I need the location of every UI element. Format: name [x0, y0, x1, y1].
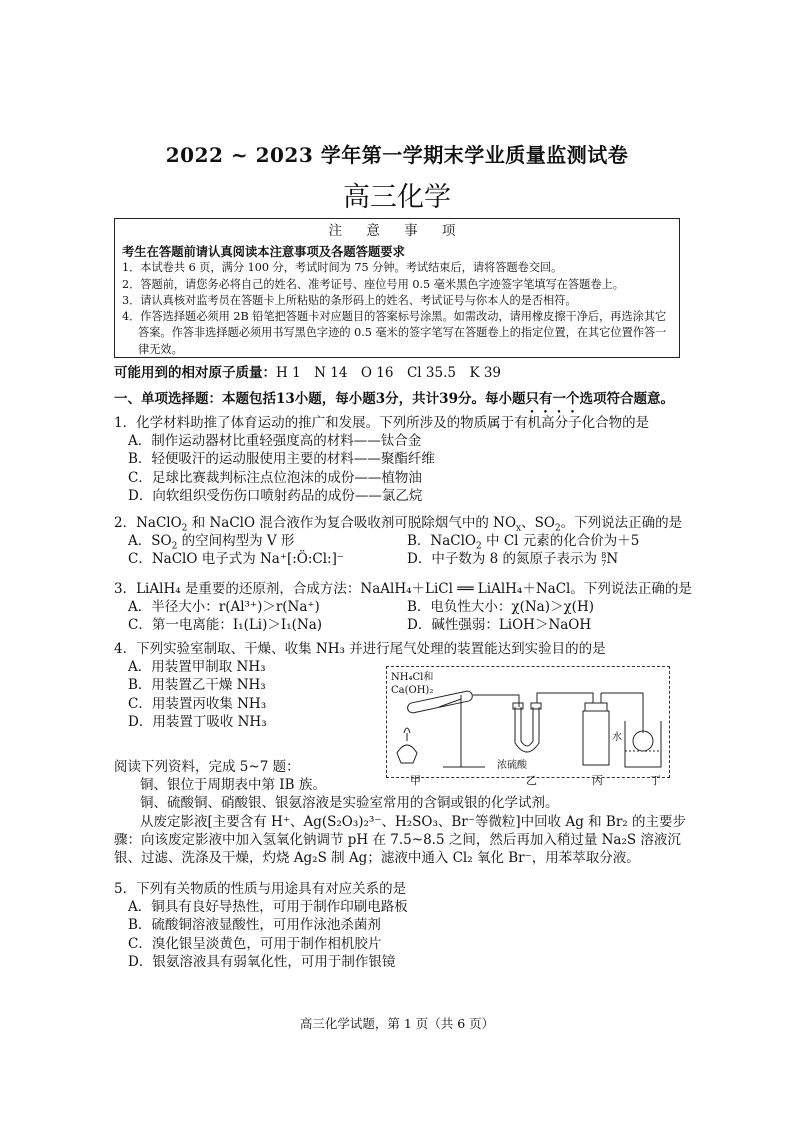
- q2-option-c: C．NaClO 电子式为 Na⁺[:Ö:Cl:]⁻: [128, 551, 344, 568]
- q4-option-c: C．用装置丙收集 NH₃: [128, 695, 267, 712]
- fig-label-bing: 丙: [592, 774, 603, 787]
- q3-option-d: D．碱性强弱：LiOH＞NaOH: [407, 617, 592, 634]
- atomic-masses: [114, 364, 686, 382]
- question-2: [114, 514, 686, 569]
- q1-option-a: A．制作运动器材比重轻强度高的材料——钛合金: [128, 433, 422, 450]
- q5-option-d: D．银氨溶液具有弱氧化性，可用于制作银镜: [128, 953, 396, 970]
- notice-item-4: 4．作答选择题必须用 2B 铅笔把答题卡对应题目的答案标号涂黑。如需改动，请用橡皮擦干净后，再选涂其它答案。作答非选择题必须用书写黑色字迹的 0.5 毫米的签字笔写在答题卷上的指定位置，在其它位置作答一律无效。: [122, 310, 667, 356]
- section1-heading-a: 一、单项选择题：本题包括13小题，每小题3分，共计39分。每小题: [114, 391, 526, 407]
- atomic-masses-label: 可能用到的相对原子质量：: [114, 365, 276, 381]
- question-5: [114, 880, 686, 971]
- q2-option-d: D．中子数为 8 的氮原子表示为 8 7N: [407, 550, 619, 568]
- fig-label-ding: 丁: [650, 774, 661, 787]
- q2-option-b: B．NaClO$_2$ 中 Cl 元素的化合价为＋5: [407, 533, 640, 552]
- section1-heading-emph: 只有一个: [525, 391, 580, 407]
- page-footer: 高三化学试题，第 1 页（共 6 页）: [299, 1016, 495, 1031]
- q3-option-a: A．半径大小：r(Al³⁺)＞r(Na⁺): [128, 599, 320, 616]
- reading-p1: 铜、银位于周期表中第 IB 族。: [140, 777, 326, 794]
- q2-option-a: A．$SO_2$ 的空间构型为 V 形: [128, 533, 295, 552]
- q1-option-b: B．轻便吸汗的运动服使用主要的材料——聚酯纤维: [128, 451, 435, 468]
- section1-heading: [114, 390, 686, 416]
- q5-option-c: C．溴化银呈淡黄色，可用于制作相机胶片: [128, 935, 382, 952]
- q4-option-d: D．用装置丁吸收 NH₃: [128, 713, 267, 730]
- q5-option-a: A．铜具有良好导热性，可用于制作印刷电路板: [128, 899, 408, 916]
- notice-lead: 考生在答题前请认真阅读本注意事项及各题答题要求: [122, 243, 405, 259]
- q1-option-d: D．向软组织受伤伤口喷射药品的成份——氯乙烷: [128, 487, 423, 504]
- notice-item-3: 3．请认真核对监考员在答题卡上所粘贴的条形码上的姓名、考试证号与你本人的是否相符。: [122, 293, 577, 307]
- fig-acid-label: 浓硫酸: [497, 760, 527, 771]
- q3-option-b: B．电负性大小：χ(Na)＞χ(H): [407, 599, 594, 616]
- q4-option-a: A．用装置甲制取 NH₃: [128, 659, 266, 676]
- notice-item-2: 2．答题前，请您务必将自己的姓名、准考证号、座位号用 0.5 毫米黑色字迹签字笔填写在答题卷上。: [122, 277, 624, 291]
- fig-reagent-1: NH₄Cl和: [391, 672, 434, 683]
- reading-p2: 铜、硫酸铜、硝酸银、银氨溶液是实验室常用的含铜或银的化学试剂。: [140, 795, 559, 812]
- q2-stem: 2．NaClO$_2$ 和 NaClO 混合液作为复合吸收剂可脱除烟气中的 $NO_x$、$SO_2$。下列说法正确的是: [114, 515, 683, 534]
- q3-option-c: C．第一电离能：I₁(Li)＞I₁(Na): [128, 617, 323, 634]
- notice-box: [114, 218, 680, 358]
- notice-heading: 注 意 事 项: [328, 223, 466, 239]
- fig-label-yi: 乙: [526, 774, 537, 787]
- q4-stem: 4．下列实验室制取、干燥、收集 NH₃ 并进行尾气处理的装置能达到实验目的的是: [114, 641, 606, 657]
- q5-stem: 5．下列有关物质的性质与用途具有对应关系的是: [114, 881, 407, 897]
- reading-intro: 阅读下列资料，完成 5~7 题：: [114, 759, 300, 775]
- q1-stem: 1．化学材料助推了体育运动的推广和发展。下列所涉及的物质属于有机高分子化合物的是: [114, 415, 650, 431]
- fig-reagent-2: Ca(OH)₂: [391, 685, 434, 696]
- section1-heading-c: 选项符合题意。: [579, 391, 674, 407]
- exam-subtitle: 高三化学: [343, 182, 451, 213]
- fig-water-label: 水: [612, 732, 622, 743]
- fig-label-jia: 甲: [410, 774, 421, 787]
- exam-title: 2022 ~ 2023 学年第一学期末学业质量监测试卷: [165, 143, 629, 167]
- question-3: [114, 580, 692, 635]
- q1-option-c: C．足球比赛裁判标注点位泡沫的成份——植物油: [128, 469, 422, 486]
- q3-stem: 3．LiAlH₄ 是重要的还原剂，合成方法：NaAlH₄＋LiCl ══ LiAlH₄＋NaCl。下列说法正确的是: [114, 581, 692, 597]
- notice-item-1: 1．本试卷共 6 页，满分 100 分，考试时间为 75 分钟。考试结束后，请将答题卷交回。: [122, 261, 563, 275]
- q5-option-b: B．硫酸铜溶液显酸性，可用作泳池杀菌剂: [128, 917, 381, 934]
- q4-option-b: B．用装置乙干燥 NH₃: [128, 677, 266, 694]
- reading-material: [114, 758, 686, 867]
- reading-p3: 从废定影液[主要含有 H⁺、Ag(S₂O₃)₂³⁻、H₂SO₃、Br⁻等微粒]中回收 Ag 和 Br₂ 的主要步骤：向该废定影液中加入氢氧化钠调节 pH 在 7.5~8.5 之间，然后再加入稍过量 Na₂S 溶液沉银、过滤、洗涤及干燥，灼烧 Ag₂S 制 Ag；滤液中通入 Cl₂ 氧化 Br⁻，用苯萃取分液。: [114, 813, 686, 867]
- atomic-masses-values: H 1 N 14 O 16 Cl 35.5 K 39: [276, 365, 502, 381]
- question-1: [114, 414, 686, 505]
